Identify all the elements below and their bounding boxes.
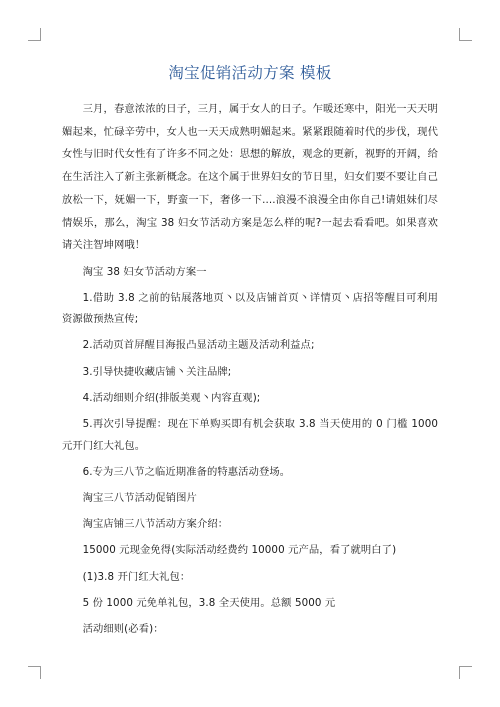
paragraph-section-heading: 淘宝 38 妇女节活动方案一 [82, 265, 207, 278]
paragraph-item-5: 5.再次引导提醒：现在下单购买即有机会获取 3.8 当天使用的 0 门槛 1000 元开门红大礼包。 [62, 418, 438, 452]
paragraph-cash-offer: 15000 元现金免得(实际活动经费约 10000 元产品，看了就明白了) [82, 544, 397, 557]
document-title: 淘宝促销活动方案 模板 [168, 64, 332, 82]
paragraph-gift-pack: (1)3.8 开门红大礼包： [82, 570, 191, 583]
paragraph-rules-heading: 活动细则(必看)： [82, 622, 164, 635]
intro-paragraph: 三月，春意浓浓的日子，三月，属于女人的日子。乍暖还寒中，阳光一天天明媚起来，忙碌辛劳中，女人也一天天成熟明媚起来。紧紧跟随着时代的步伐，现代女性与旧时代女性有了许多不同之处：思想的解放，观念的更新，视野的开阔，给在生活注入了新主张新概念。在这个属于世界妇女的节日里，妇女们要不要让自己放松一下，妩媚一下，野蛮一下，奢侈一下....浪漫不浪漫全由你自己!请姐妹们尽情娱乐，那么，淘宝 38 妇女节活动方案是怎么样的呢?一起去看看吧。如果喜欢请关注智坤网哦！ [62, 103, 438, 252]
paragraph-item-4: 4.活动细则介绍(排版美观丶内容直观); [82, 391, 261, 404]
crop-mark-top-left [28, 28, 41, 41]
paragraph-item-2: 2.活动页首屏醒目海报凸显活动主题及活动利益点; [82, 339, 315, 352]
paragraph-plan-intro: 淘宝店铺三八节活动方案介绍： [82, 518, 229, 531]
crop-mark-bottom-left [28, 666, 41, 679]
crop-mark-top-right [459, 28, 472, 41]
paragraph-item-1: 1.借助 3.8 之前的钻展落地页丶以及店铺首页丶详情页丶店招等醒目可利用资源做预热宣传; [62, 291, 438, 326]
paragraph-gift-detail: 5 份 1000 元免单礼包，3.8 全天使用。总额 5000 元 [82, 596, 336, 609]
document-body [62, 62, 438, 641]
paragraph-item-3: 3.引导快捷收藏店铺丶关注品牌; [82, 365, 232, 378]
crop-mark-bottom-right [459, 666, 472, 679]
paragraph-image-caption: 淘宝三八节活动促销图片 [82, 492, 197, 505]
paragraph-item-6: 6.专为三八节之临近期准备的特惠活动登场。 [82, 465, 291, 478]
